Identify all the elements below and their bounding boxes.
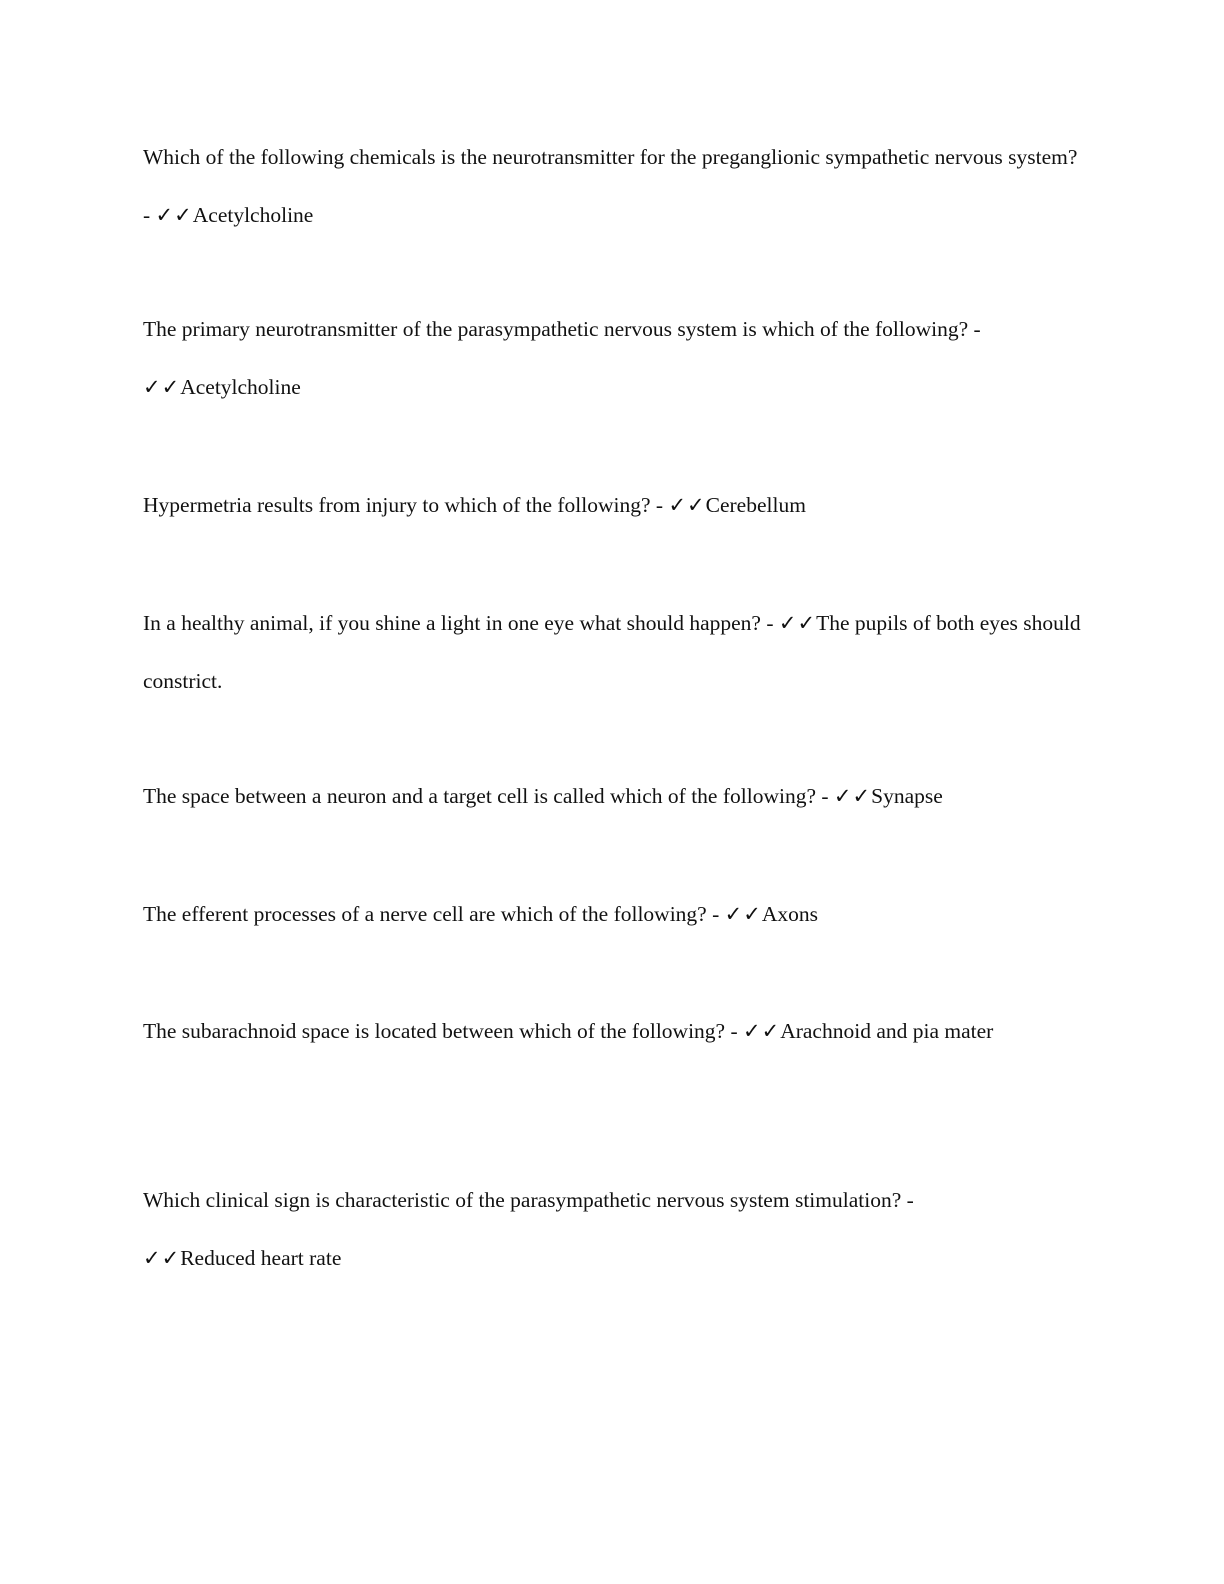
question-text: The primary neurotransmitter of the parasympathetic nervous system is which of the following? - <box>143 317 981 341</box>
double-check-icon: ✓✓ <box>668 493 706 517</box>
answer-text: Synapse <box>871 784 943 808</box>
question-text: In a healthy animal, if you shine a light in one eye what should happen? - <box>143 611 779 635</box>
double-check-icon: ✓✓ <box>778 611 817 635</box>
qa-item <box>143 300 1083 416</box>
double-check-icon: ✓✓ <box>155 203 193 227</box>
double-check-icon: ✓✓ <box>143 1246 181 1270</box>
double-check-icon: ✓✓ <box>724 902 762 926</box>
qa-item <box>143 885 1083 943</box>
qa-item <box>143 128 1083 244</box>
answer-text: Acetylcholine <box>192 203 314 227</box>
qa-item <box>143 1002 1083 1060</box>
qa-item <box>143 767 1083 825</box>
answer-text: Reduced heart rate <box>180 1246 342 1270</box>
question-text: The subarachnoid space is located between which of the following? - <box>143 1019 743 1043</box>
qa-item <box>143 594 1083 710</box>
answer-text: The pupils of both eyes should constrict. <box>143 611 1081 693</box>
question-text: The space between a neuron and a target cell is called which of the following? - <box>143 784 834 808</box>
answer-text: Arachnoid and pia mater <box>780 1019 994 1043</box>
answer-text: Axons <box>761 902 818 926</box>
question-text: Which clinical sign is characteristic of the parasympathetic nervous system stimulation? - <box>143 1188 914 1212</box>
qa-item <box>143 1171 1083 1287</box>
answer-text: Acetylcholine <box>180 375 301 399</box>
qa-item <box>143 476 1083 534</box>
double-check-icon: ✓✓ <box>143 375 181 399</box>
question-text: Hypermetria results from injury to which of the following? - <box>143 493 669 517</box>
question-text: Which of the following chemicals is the neurotransmitter for the preganglionic sympathetic nervous system? - <box>143 145 1078 227</box>
double-check-icon: ✓✓ <box>743 1019 781 1043</box>
question-text: The efferent processes of a nerve cell are which of the following? - <box>143 902 725 926</box>
answer-text: Cerebellum <box>705 493 806 517</box>
double-check-icon: ✓✓ <box>833 784 872 808</box>
